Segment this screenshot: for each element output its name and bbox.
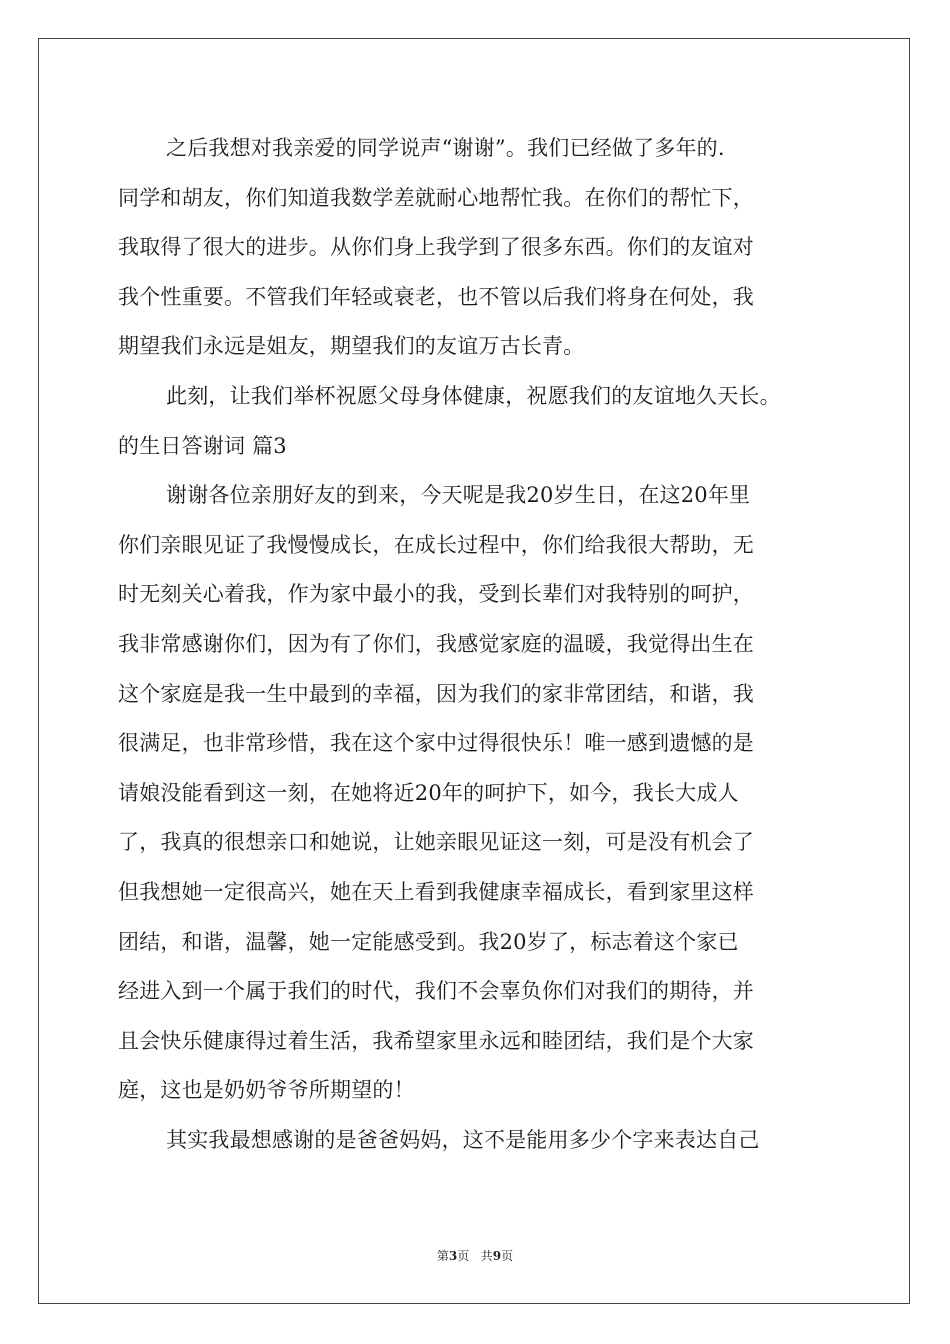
text-line: 谢谢各位亲朋好友的到来，今天呢是我20岁生日，在这20年里 (166, 483, 751, 508)
text-line: 了，我真的很想亲口和她说，让她亲眼见证这一刻，可是没有机会了 (118, 830, 754, 855)
footer-prefix: 第 (436, 1249, 449, 1263)
text-line: 且会快乐健康得过着生活，我希望家里永远和睦团结，我们是个大家 (118, 1028, 754, 1053)
text-line: 我个性重要。不管我们年轻或衰老，也不管以后我们将身在何处，我 (118, 284, 754, 309)
total-page-number: 9 (492, 1249, 502, 1263)
page-footer (0, 1247, 950, 1264)
document-body (118, 124, 838, 1165)
text-line: 时无刻关心着我，作为家中最小的我，受到长辈们对我特别的呵护， (118, 582, 754, 607)
section-heading: 的生日答谢词 篇3 (118, 433, 287, 458)
text-line: 我取得了很大的进步。从你们身上我学到了很多东西。你们的友谊对 (118, 235, 754, 260)
text-line: 很满足，也非常珍惜，我在这个家中过得很快乐！唯一感到遗憾的是 (118, 731, 754, 756)
text-line: 之后我想对我亲爱的同学说声“谢谢”。我们已经做了多年的. (166, 136, 725, 160)
text-line: 但我想她一定很高兴，她在天上看到我健康幸福成长，看到家里这样 (118, 879, 754, 904)
text-line: 经进入到一个属于我们的时代，我们不会辜负你们对我们的期待，并 (118, 979, 754, 1004)
footer-suffix: 页 (501, 1249, 514, 1263)
text-line: 庭，这也是奶奶爷爷所期望的！ (118, 1078, 415, 1103)
current-page-number: 3 (448, 1249, 458, 1263)
footer-mid: 页 共 (457, 1249, 493, 1263)
text-line: 请娘没能看到这一刻，在她将近20年的呵护下，如今，我长大成人 (118, 780, 739, 805)
text-line: 同学和胡友，你们知道我数学差就耐心地帮忙我。在你们的帮忙下， (118, 185, 754, 210)
text-line: 其实我最想感谢的是爸爸妈妈，这不是能用多少个字来表达自己 (166, 1127, 760, 1152)
text-line: 你们亲眼见证了我慢慢成长，在成长过程中，你们给我很大帮助，无 (118, 532, 754, 557)
text-line: 团结，和谐，温馨，她一定能感受到。我20岁了，标志着这个家已 (118, 929, 739, 954)
text-line: 此刻，让我们举杯祝愿父母身体健康，祝愿我们的友谊地久天长。 (166, 383, 781, 408)
text-line: 期望我们永远是姐友，期望我们的友谊万古长青。 (118, 334, 585, 359)
text-line: 我非常感谢你们，因为有了你们，我感觉家庭的温暖，我觉得出生在 (118, 631, 754, 656)
text-line: 这个家庭是我一生中最到的幸福，因为我们的家非常团结，和谐，我 (118, 681, 754, 706)
